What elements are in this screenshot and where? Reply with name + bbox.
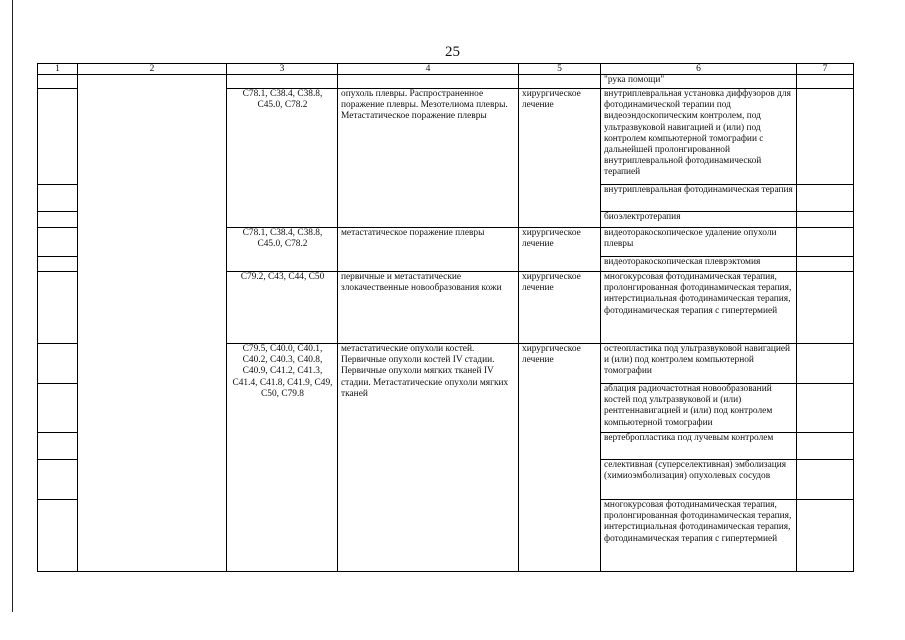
cell-empty [797,433,854,460]
method-cell: биоэлектротерапия [601,212,797,228]
patient-model-cell: первичные и метастатические злокачественные новообразования кожи [338,272,519,344]
header-col-3: 3 [227,64,338,75]
cell-empty [797,185,854,212]
cell-empty [38,433,78,460]
method-cell: видеоторакоскопическая плеврэктомия [601,257,797,272]
icd-codes-cell: C79.5, C40.0, C40.1, C40.2, C40.3, C40.8, C40.9, C41.2, C41.3, C41.4, C41.8, C41.9, C49, C50, C79.8 [227,344,338,572]
cell-empty [797,272,854,344]
cell-empty [797,460,854,500]
page-margin-line [12,0,13,612]
cell-empty [38,384,78,433]
method-cell: аблация радиочастотная новообразований костей под ультразвуковой и (или) рентгеннавигацией и (или) под контролем компьютерной томографии [601,384,797,433]
patient-model-cell: метастатическое поражение плевры [338,228,519,272]
cell-empty [797,89,854,185]
icd-codes-cell: C78.1, C38.4, C38.8, C45.0, C78.2 [227,228,338,272]
method-cell: видеоторакоскопическое удаление опухоли плевры [601,228,797,257]
cell-empty [797,344,854,384]
header-col-5: 5 [519,64,601,75]
cell-empty [227,75,338,89]
procedures-table [37,63,854,572]
cell-empty [38,228,78,257]
cell-empty [38,344,78,384]
table-row [38,75,854,89]
method-cell: многокурсовая фотодинамическая терапия, пролонгированная фотодинамическая терапия, интерстициальная фотодинамическая терапия, фотодинамическая терапия с гипертермией [601,500,797,572]
cell-empty [78,75,227,572]
cell-empty [797,75,854,89]
cell-empty [38,185,78,212]
method-cell: "рука помощи" [601,75,797,89]
header-col-4: 4 [338,64,519,75]
page-number: 25 [445,44,460,60]
cell-empty [797,228,854,257]
cell-empty [38,75,78,89]
header-col-2: 2 [78,64,227,75]
icd-codes-cell: C78.1, C38.4, C38.8, C45.0, C78.2 [227,89,338,228]
method-cell: вертебропластика под лучевым контролем [601,433,797,460]
cell-empty [38,460,78,500]
cell-empty [38,212,78,228]
cell-empty [797,500,854,572]
header-col-6: 6 [601,64,797,75]
method-cell: многокурсовая фотодинамическая терапия, пролонгированная фотодинамическая терапия, интерстициальная фотодинамическая терапия, фотодинамическая терапия с гипертермией [601,272,797,344]
icd-codes-cell: C79.2, C43, C44, C50 [227,272,338,344]
patient-model-cell: метастатические опухоли костей. Первичные опухоли костей IV стадии. Первичные опухоли мягких тканей IV стадии. Метастатические опухоли мягких тканей [338,344,519,572]
treatment-type-cell: хирургическое лечение [519,272,601,344]
header-col-7: 7 [797,64,854,75]
method-cell: селективная (суперселективная) эмболизация (химиоэмболизация) опухолевых сосудов [601,460,797,500]
method-cell: внутриплевральная фотодинамическая терапия [601,185,797,212]
treatment-type-cell: хирургическое лечение [519,344,601,572]
header-row [38,64,854,75]
treatment-type-cell: хирургическое лечение [519,89,601,228]
method-cell: внутриплевральная установка диффузоров для фотодинамической терапии под видеоэндоскопическим контролем, под ультразвуковой навигацией и (или) под контролем компьютерной томографии с дальнейшей пролонгированной внутриплевральной фотодинамической терапией [601,89,797,185]
cell-empty [797,257,854,272]
cell-empty [797,384,854,433]
method-cell: остеопластика под ультразвуковой навигацией и (или) под контролем компьютерной томографии [601,344,797,384]
cell-empty [38,272,78,344]
cell-empty [38,257,78,272]
cell-empty [38,89,78,185]
cell-empty [519,75,601,89]
cell-empty [38,500,78,572]
treatment-type-cell: хирургическое лечение [519,228,601,272]
cell-empty [797,212,854,228]
patient-model-cell: опухоль плевры. Распространенное поражение плевры. Мезотелиома плевры. Метастатическое поражение плевры [338,89,519,228]
header-col-1: 1 [38,64,78,75]
cell-empty [338,75,519,89]
